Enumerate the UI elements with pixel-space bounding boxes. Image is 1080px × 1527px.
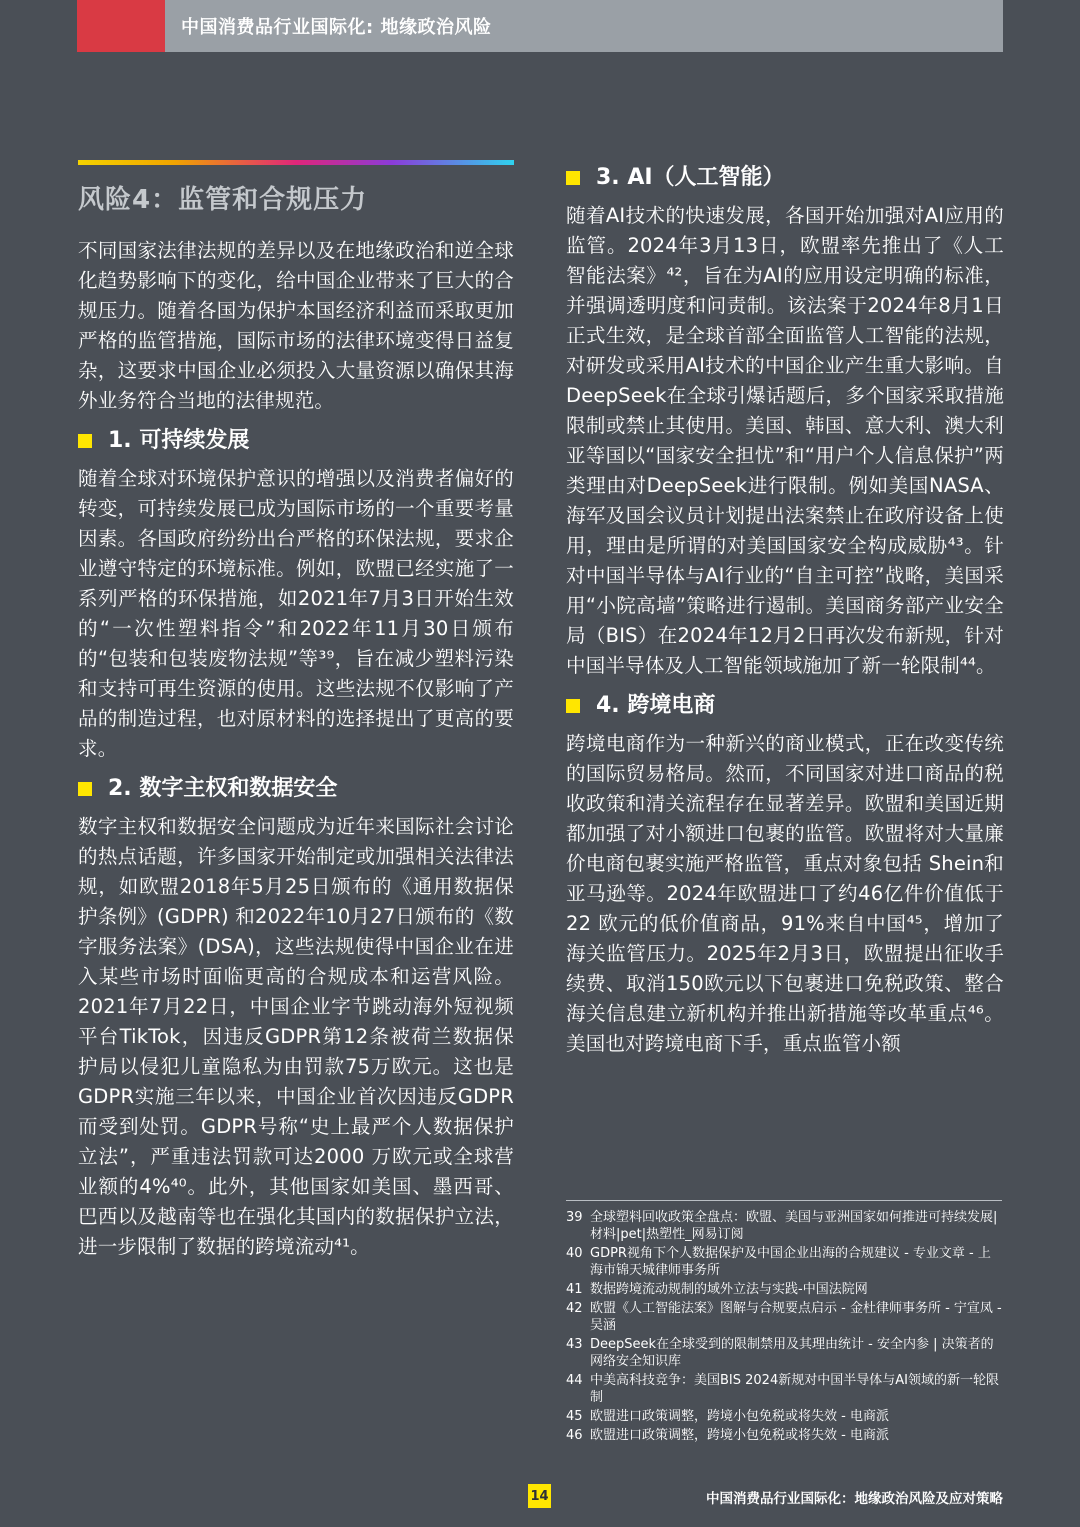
data-security-paragraph: 数字主权和数据安全问题成为近年来国际社会讨论的热点话题，许多国家开始制定或加强相关法律法规，如欧盟2018年5月25日颁布的《通用数据保护条例》(GDPR) 和2022年10月27日颁布的《数字服务法案》(DSA)，这些法规使得中国企业在进入某些市场时面临更高的合规成本和运营风险。2021年7月22日，中国企业字节跳动海外短视频平台TikTok，因违反GDPR第12条被荷兰数据保护局以侵犯儿童隐私为由罚款75万欧元。这也是GDPR实施三年以来，中国企业首次因违反GDPR而受到处罚。GDPR号称“史上最严个人数据保护立法”，严重违法罚款可达2000 万欧元或全球营业额的4%⁴⁰。此外，其他国家如美国、墨西哥、巴西以及越南等也在强化其国内的数据保护立法，进一步限制了数据的跨境流动⁴¹。 (78, 815, 514, 1258)
ai-paragraph: 随着AI技术的快速发展，各国开始加强对AI应用的监管。2024年3月13日，欧盟率先推出了《人工智能法案》⁴²，旨在为AI的应用设定明确的标准，并强调透明度和问责制。该法案于2024年8月1日正式生效，是全球首部全面监管人工智能的法规，对研发或采用AI技术的中国企业产生重大影响。自DeepSeek在全球引爆话题后，多个国家采取措施限制或禁止其使用。美国、韩国、意大利、澳大利亚等国以“国家安全担忧”和“用户个人信息保护”两类理由对DeepSeek进行限制。例如美国NASA、海军及国会议员计划提出法案禁止在政府设备上使用，理由是所谓的对美国国家安全构成威胁⁴³。针对中国半导体与AI行业的“自主可控”战略，美国采用“小院高墙”策略进行遏制。美国商务部产业安全局（BIS）在2024年12月2日再次发布新规，针对中国半导体及人工智能领域施加了新一轮限制⁴⁴。 (566, 204, 1004, 677)
gradient-divider (78, 160, 514, 165)
header-accent-block (77, 0, 165, 52)
intro-paragraph: 不同国家法律法规的差异以及在地缘政治和逆全球化趋势影响下的变化，给中国企业带来了巨大的合规压力。随着各国为保护本国经济利益而采取更加严格的监管措施，国际市场的法律环境变得日益复杂，这要求中国企业必须投入大量资源以确保其海外业务符合当地的法律规范。 (78, 239, 514, 412)
header-bar (77, 0, 1003, 52)
section-heading-data-security (78, 774, 514, 804)
page-number: 14 (528, 1484, 551, 1508)
section-title: 1. 可持续发展 (108, 428, 250, 453)
square-bullet-icon (78, 782, 92, 796)
section-heading-sustainability (78, 426, 514, 456)
section-heading-cross-border-ecommerce (566, 691, 1004, 721)
footnote: 44 中美高科技竞争：美国BIS 2024新规对中国半导体与AI领域的新一轮限制 (566, 1373, 999, 1405)
footnote: 40 GDPR视角下个人数据保护及中国企业出海的合规建议 - 专业文章 - 上海市锦天城律师事务所 (566, 1246, 991, 1278)
section-heading-ai (566, 163, 1004, 193)
footer-title: 中国消费品行业国际化：地缘政治风险及应对策略 (706, 1491, 1003, 1507)
square-bullet-icon (566, 171, 580, 185)
ecommerce-paragraph: 跨境电商作为一种新兴的商业模式，正在改变传统的国际贸易格局。然而，不同国家对进口商品的税收政策和清关流程存在显著差异。欧盟和美国近期都加强了对小额进口包裹的监管。欧盟将对大量廉价电商包裹实施严格监管，重点对象包括 Shein和亚马逊等。2024年欧盟进口了约46亿件价值低于22 欧元的低价值商品，91%来自中国⁴⁵，增加了海关监管压力。2025年2月3日，欧盟提出征收手续费、取消150欧元以下包裹进口免税政策、整合海关信息建立新机构并推出新措施等改革重点⁴⁶。美国也对跨境电商下手，重点监管小额 (566, 732, 1004, 1055)
section-title: 4. 跨境电商 (596, 693, 716, 718)
footnote: 42 欧盟《人工智能法案》图解与合规要点启示 - 金杜律师事务所 - 宁宣凤 - 吴涵 (566, 1301, 1002, 1333)
section-title: 3. AI（人工智能） (596, 165, 785, 190)
square-bullet-icon (78, 434, 92, 448)
section-title: 2. 数字主权和数据安全 (108, 776, 338, 801)
footnote: 45 欧盟进口政策调整，跨境小包免税或将失效 - 电商派 (566, 1409, 889, 1424)
right-column (566, 163, 1004, 1059)
footnote: 39 全球塑料回收政策全盘点：欧盟、美国与亚洲国家如何推进可持续发展|材料|pet|热塑性_网易订阅 (566, 1210, 998, 1242)
risk-title: 风险4：监管和合规压力 (78, 185, 368, 215)
footnote: 43 DeepSeek在全球受到的限制禁用及其理由统计 - 安全内参 | 决策者的网络安全知识库 (566, 1337, 994, 1369)
footnote: 46 欧盟进口政策调整，跨境小包免税或将失效 - 电商派 (566, 1428, 889, 1443)
square-bullet-icon (566, 699, 580, 713)
left-column (78, 160, 514, 1262)
header-title: 中国消费品行业国际化: 地缘政治风险 (181, 17, 492, 38)
footnotes (566, 1200, 1002, 1446)
footnote: 41 数据跨境流动规制的域外立法与实践-中国法院网 (566, 1282, 868, 1297)
sustainability-paragraph: 随着全球对环境保护意识的增强以及消费者偏好的转变，可持续发展已成为国际市场的一个重要考量因素。各国政府纷纷出台严格的环保法规，要求企业遵守特定的环境标准。例如，欧盟已经实施了一系列严格的环保措施，如2021年7月3日开始生效的“一次性塑料指令”和2022年11月30日颁布的“包装和包装废物法规”等³⁹，旨在减少塑料污染和支持可再生资源的使用。这些法规不仅影响了产品的制造过程，也对原材料的选择提出了更高的要求。 (78, 467, 514, 760)
